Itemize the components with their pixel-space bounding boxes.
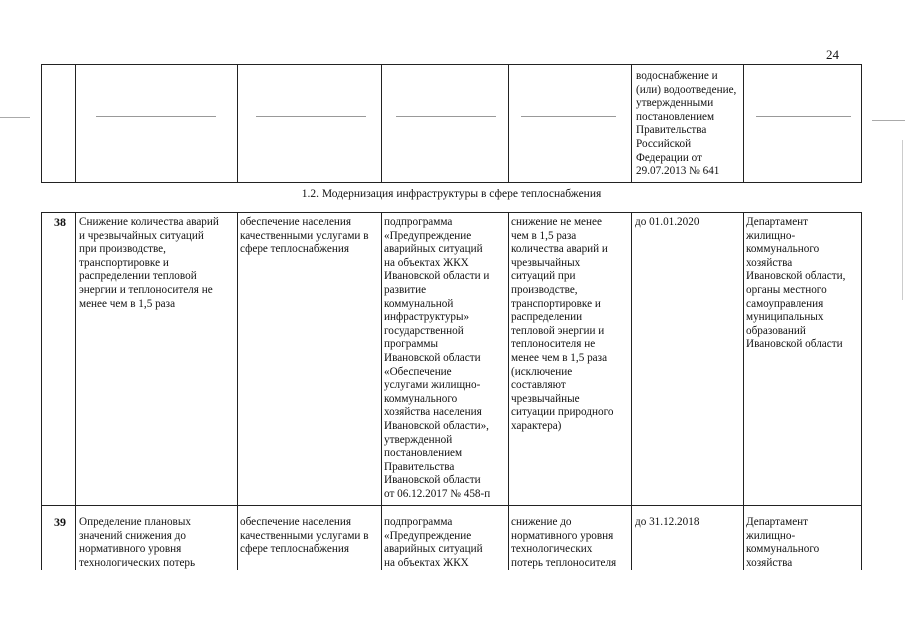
empty-cell-dash [756, 116, 851, 117]
deadline-cell: до 31.12.2018 [635, 516, 700, 528]
top-row-law-cell: водоснабжение и (или) водоотведение, утвержденными постановлением Правительства Российской Федерации от 29.07.2013 № 641 [636, 70, 737, 178]
responsible-cell: Департамент жилищно- коммунального хозяйства Ивановской области, органы местного самоуправления муниципальных образований Ивановской области [746, 216, 846, 351]
row-number: 39 [54, 515, 66, 529]
row-divider [41, 182, 862, 183]
page-number: 24 [826, 47, 839, 62]
deadline-cell: до 01.01.2020 [635, 216, 700, 228]
responsible-cell: Департамент жилищно- коммунального хозяйства [746, 516, 820, 569]
row-number: 38 [54, 215, 66, 229]
result-cell: снижение до нормативного уровня технологических потерь теплоносителя [511, 516, 617, 569]
col-divider [743, 64, 744, 570]
scan-edge-left [0, 117, 30, 118]
scan-edge-right [872, 120, 905, 121]
measure-cell: обеспечение населения качественными услугами в сфере теплоснабжения [240, 216, 369, 256]
empty-cell-dash [96, 116, 216, 117]
col-divider [75, 64, 76, 570]
col-divider [237, 64, 238, 570]
col-divider [381, 64, 382, 570]
col-divider [508, 64, 509, 570]
result-cell: снижение не менее чем в 1,5 раза количества аварий и чрезвычайных ситуаций при производстве, транспортировке и распределении тепловой энергии и теплоносителя не менее чем в 1,5 раза (исключение составляют чрезвычайные ситуации природного характера) [511, 216, 614, 432]
goal-cell: Определение плановых значений снижения до нормативного уровня технологических потерь [79, 516, 196, 569]
scan-edge-right-vertical [902, 140, 903, 300]
empty-cell-dash [256, 116, 366, 117]
section-title: 1.2. Модернизация инфраструктуры в сфере теплоснабжения [301, 188, 602, 200]
col-divider [631, 64, 632, 570]
measures-table [41, 64, 862, 570]
row-divider [41, 505, 862, 506]
program-cell: подпрограмма «Предупреждение аварийных ситуаций на объектах ЖКХ Ивановской области и развитие коммунальной инфраструктуры» государственной программы Ивановской области «Обеспечение услугами жилищно- коммунального хозяйства населения Ивановской области», утвержденной постановлением Правительства Ивановской области от 06.12.2017 № 458-п [384, 216, 491, 500]
measure-cell: обеспечение населения качественными услугами в сфере теплоснабжения [240, 516, 369, 556]
goal-cell: Снижение количества аварий и чрезвычайных ситуаций при производстве, транспортировке и распределении тепловой энергии и теплоносителя не менее чем в 1,5 раза [79, 216, 219, 310]
empty-cell-dash [521, 116, 616, 117]
program-cell: подпрограмма «Предупреждение аварийных ситуаций на объектах ЖКХ [384, 516, 483, 569]
row-divider [41, 212, 862, 213]
empty-cell-dash [396, 116, 496, 117]
